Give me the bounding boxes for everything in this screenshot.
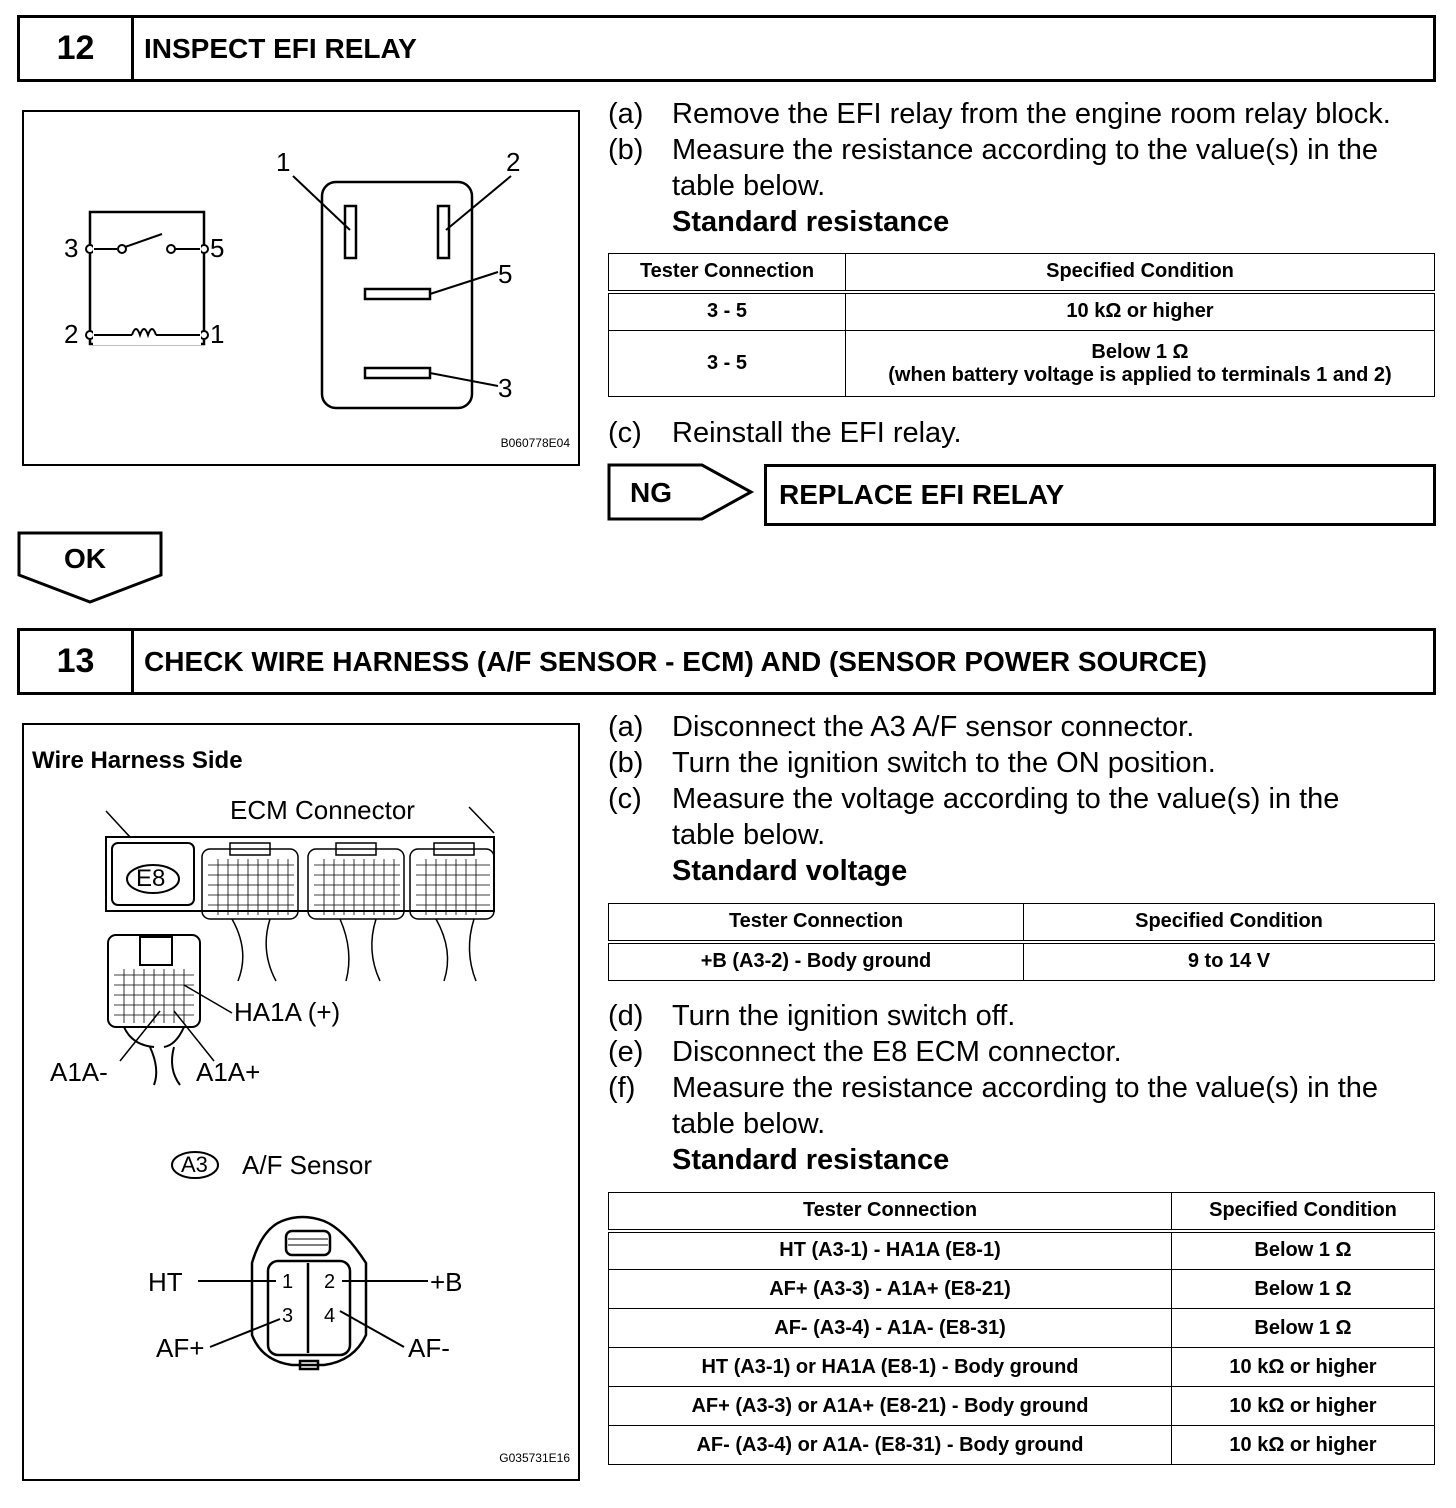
sensor-pin-2: 2	[324, 1271, 336, 1293]
table-cell	[846, 331, 1435, 397]
table-header: Specified Condition	[846, 254, 1435, 292]
table-title: Standard resistance	[672, 1144, 950, 1176]
instruction-label: (d)	[608, 1000, 644, 1032]
table-cell: 9 to 14 V	[1024, 942, 1435, 981]
instruction-item	[608, 709, 1339, 745]
instruction-text: Measure the resistance according to the value(s) in the	[672, 134, 1379, 166]
efi-relay-figure	[22, 110, 580, 466]
table-row	[609, 1231, 1435, 1270]
instruction-item	[608, 96, 1391, 132]
figure-code: G035731E16	[499, 1451, 570, 1465]
instruction-text: Measure the resistance according to the value(s) in the	[672, 1072, 1379, 1104]
wire-harness-figure	[22, 723, 580, 1481]
step-13-resistance-table	[608, 1192, 1435, 1465]
table-cell: Below 1 Ω	[1172, 1270, 1435, 1309]
table-row	[609, 1309, 1435, 1348]
instruction-text: Disconnect the E8 ECM connector.	[672, 1036, 1122, 1068]
condition-line: Below 1 Ω	[1091, 340, 1189, 363]
table-header: Specified Condition	[1024, 904, 1435, 942]
instruction-label: (a)	[608, 711, 644, 743]
ht-label: HT	[148, 1267, 183, 1297]
sensor-pin-4: 4	[324, 1305, 336, 1327]
instruction-item	[608, 745, 1339, 781]
ecm-code-label: E8	[136, 865, 166, 892]
instruction-text: Measure the voltage according to the value(s) in the	[672, 783, 1340, 815]
condition-note: (when battery voltage is applied to terminals 1 and 2)	[888, 363, 1392, 386]
step-12-instructions	[608, 96, 1391, 240]
table-header: Tester Connection	[609, 904, 1024, 942]
table-header: Tester Connection	[609, 254, 846, 292]
step-13-header	[17, 628, 1436, 695]
schematic-pin-3-label: 3	[64, 233, 79, 263]
table-cell: 10 kΩ or higher	[1172, 1387, 1435, 1426]
instruction-continuation: table below.	[672, 819, 826, 851]
table-cell: 10 kΩ or higher	[1172, 1348, 1435, 1387]
schematic-pin-1-label: 1	[210, 319, 225, 349]
instruction-label: (e)	[608, 1036, 644, 1068]
instruction-item	[608, 1070, 1378, 1106]
table-row	[609, 1270, 1435, 1309]
step-13-voltage-table	[608, 903, 1435, 981]
instruction-continuation: table below.	[672, 170, 826, 202]
relay-pin-1-label: 1	[276, 147, 291, 177]
a1a-minus-label: A1A-	[50, 1057, 108, 1087]
instruction-item	[608, 415, 962, 451]
step-12-header	[17, 15, 1436, 82]
ecm-connector-label: ECM Connector	[230, 795, 415, 825]
relay-diagram	[24, 112, 578, 464]
table-header: Tester Connection	[609, 1193, 1172, 1231]
instruction-item	[608, 132, 1391, 168]
step-13-title: CHECK WIRE HARNESS (A/F SENSOR - ECM) AND (SENSOR POWER SOURCE)	[144, 645, 1208, 677]
instruction-label: (b)	[608, 747, 644, 779]
table-cell: AF+ (A3-3) or A1A+ (E8-21) - Body ground	[609, 1387, 1172, 1426]
table-title: Standard resistance	[672, 206, 950, 238]
table-cell: 10 kΩ or higher	[846, 292, 1435, 331]
step-12-number: 12	[20, 18, 134, 79]
plus-b-label: +B	[430, 1267, 463, 1297]
instruction-label: (a)	[608, 98, 644, 130]
table-cell: 3 - 5	[609, 292, 846, 331]
table-cell: HT (A3-1) - HA1A (E8-1)	[609, 1231, 1172, 1270]
instruction-label: (c)	[608, 783, 642, 815]
instruction-text: Turn the ignition switch off.	[672, 1000, 1016, 1032]
table-cell: AF+ (A3-3) - A1A+ (E8-21)	[609, 1270, 1172, 1309]
step-12-title: INSPECT EFI RELAY	[144, 32, 417, 64]
relay-pin-5-label: 5	[498, 259, 513, 289]
table-cell: HT (A3-1) or HA1A (E8-1) - Body ground	[609, 1348, 1172, 1387]
table-cell: AF- (A3-4) - A1A- (E8-31)	[609, 1309, 1172, 1348]
instruction-label: (c)	[608, 417, 642, 449]
step-13-number: 13	[20, 631, 134, 692]
harness-diagram	[24, 725, 578, 1479]
sensor-pin-1: 1	[282, 1271, 294, 1293]
ng-action-text: REPLACE EFI RELAY	[779, 479, 1065, 510]
step-13-instructions-a	[608, 709, 1339, 889]
wire-harness-side-label: Wire Harness Side	[32, 747, 243, 774]
ng-action-box	[764, 464, 1436, 526]
ha1a-label: HA1A (+)	[234, 997, 341, 1027]
instruction-label: (f)	[608, 1072, 636, 1104]
table-cell: Below 1 Ω	[1172, 1309, 1435, 1348]
table-cell: 10 kΩ or higher	[1172, 1426, 1435, 1465]
table-cell: 3 - 5	[609, 331, 846, 397]
table-title: Standard voltage	[672, 855, 908, 887]
table-cell: AF- (A3-4) or A1A- (E8-31) - Body ground	[609, 1426, 1172, 1465]
step-12-after	[608, 415, 962, 451]
a1a-plus-label: A1A+	[196, 1057, 261, 1087]
ok-label: OK	[64, 543, 106, 574]
ng-label: NG	[630, 477, 672, 508]
instruction-continuation: table below.	[672, 1108, 826, 1140]
step-12-resistance-table	[608, 253, 1435, 397]
table-row	[609, 331, 1435, 397]
figure-code: B060778E04	[500, 436, 570, 450]
table-row	[609, 292, 1435, 331]
table-cell: +B (A3-2) - Body ground	[609, 942, 1024, 981]
relay-pin-2-label: 2	[506, 147, 521, 177]
table-cell: Below 1 Ω	[1172, 1231, 1435, 1270]
schematic-pin-5-label: 5	[210, 233, 225, 263]
table-row	[609, 942, 1435, 981]
instruction-item	[608, 781, 1339, 817]
table-row	[609, 1348, 1435, 1387]
instruction-text: Remove the EFI relay from the engine room relay block.	[672, 98, 1391, 130]
af-minus-label: AF-	[408, 1333, 450, 1363]
instruction-text: Disconnect the A3 A/F sensor connector.	[672, 711, 1195, 743]
step-13-instructions-b	[608, 998, 1378, 1178]
instruction-item	[608, 1034, 1378, 1070]
table-row	[609, 1426, 1435, 1465]
relay-pin-3-label: 3	[498, 373, 513, 403]
table-row	[609, 1387, 1435, 1426]
table-header: Specified Condition	[1172, 1193, 1435, 1231]
instruction-text: Reinstall the EFI relay.	[672, 417, 962, 449]
schematic-pin-2-label: 2	[64, 319, 79, 349]
instruction-label: (b)	[608, 134, 644, 166]
af-sensor-label: A/F Sensor	[242, 1150, 373, 1180]
instruction-item	[608, 998, 1378, 1034]
af-plus-label: AF+	[156, 1333, 205, 1363]
instruction-text: Turn the ignition switch to the ON position.	[672, 747, 1216, 779]
sensor-code-label: A3	[181, 1152, 208, 1177]
sensor-pin-3: 3	[282, 1305, 294, 1327]
ng-arrow	[606, 462, 756, 522]
